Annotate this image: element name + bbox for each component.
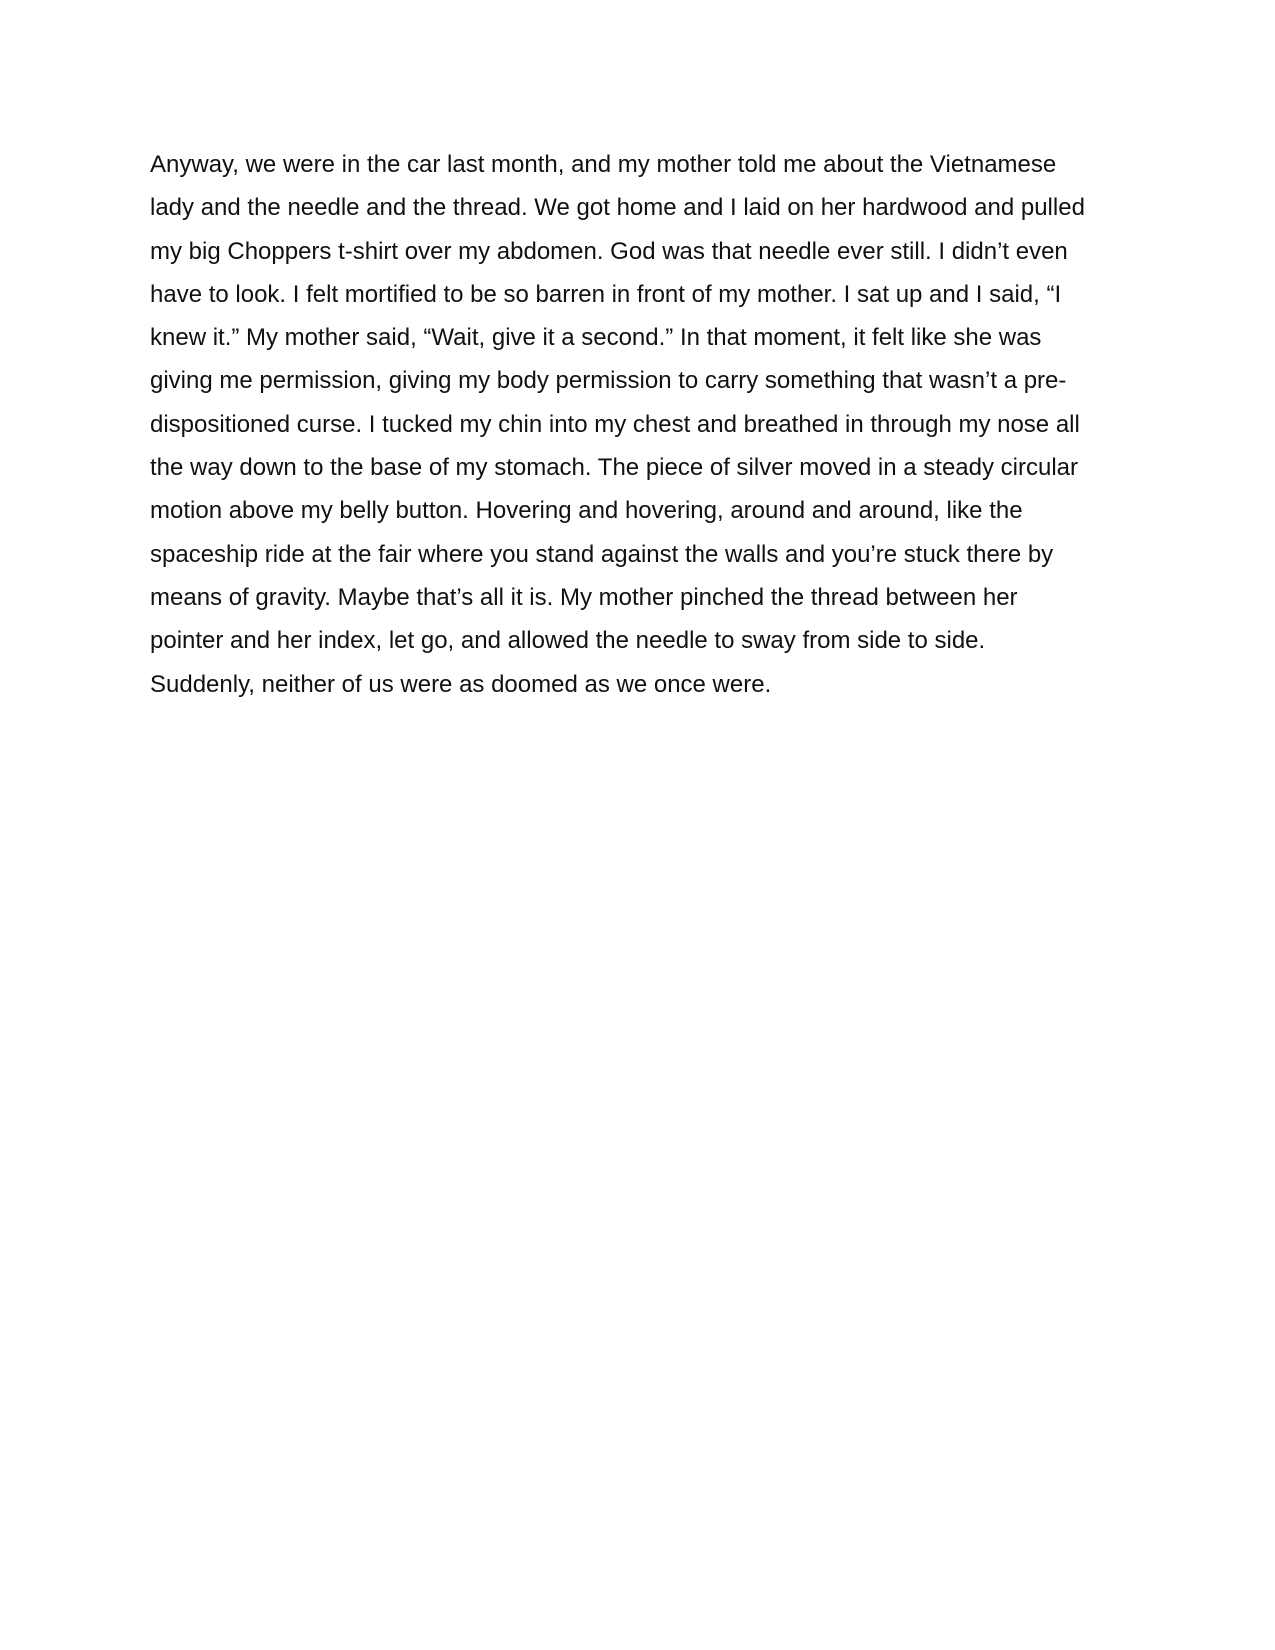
text-line: pointer and her index, let go, and allowed the needle to sway from side to side. [150,627,986,655]
text-line: dispositioned curse. I tucked my chin into my chest and breathed in through my nose all [150,410,1080,438]
text-line: motion above my belly button. Hovering and hovering, around and around, like the [150,497,1023,525]
text-line: giving me permission, giving my body permission to carry something that wasn’t a pre- [150,367,1067,395]
text-line: my big Choppers t-shirt over my abdomen. God was that needle ever still. I didn’t even [150,237,1068,265]
text-line: means of gravity. Maybe that’s all it is. My mother pinched the thread between her [150,583,1018,611]
text-line: Suddenly, neither of us were as doomed as we once were. [150,670,772,698]
text-line: lady and the needle and the thread. We got home and I laid on her hardwood and pulled [150,194,1085,222]
text-line: have to look. I felt mortified to be so barren in front of my mother. I sat up and I said, “I [150,280,1062,308]
text-line: Anyway, we were in the car last month, and my mother told me about the Vietnamese [150,151,1057,178]
text-line: knew it.” My mother said, “Wait, give it a second.” In that moment, it felt like she was [150,324,1042,352]
text-line: spaceship ride at the fair where you stand against the walls and you’re stuck there by [150,540,1054,568]
body-paragraph [150,143,1130,706]
text-line: the way down to the base of my stomach. The piece of silver moved in a steady circular [150,454,1079,482]
